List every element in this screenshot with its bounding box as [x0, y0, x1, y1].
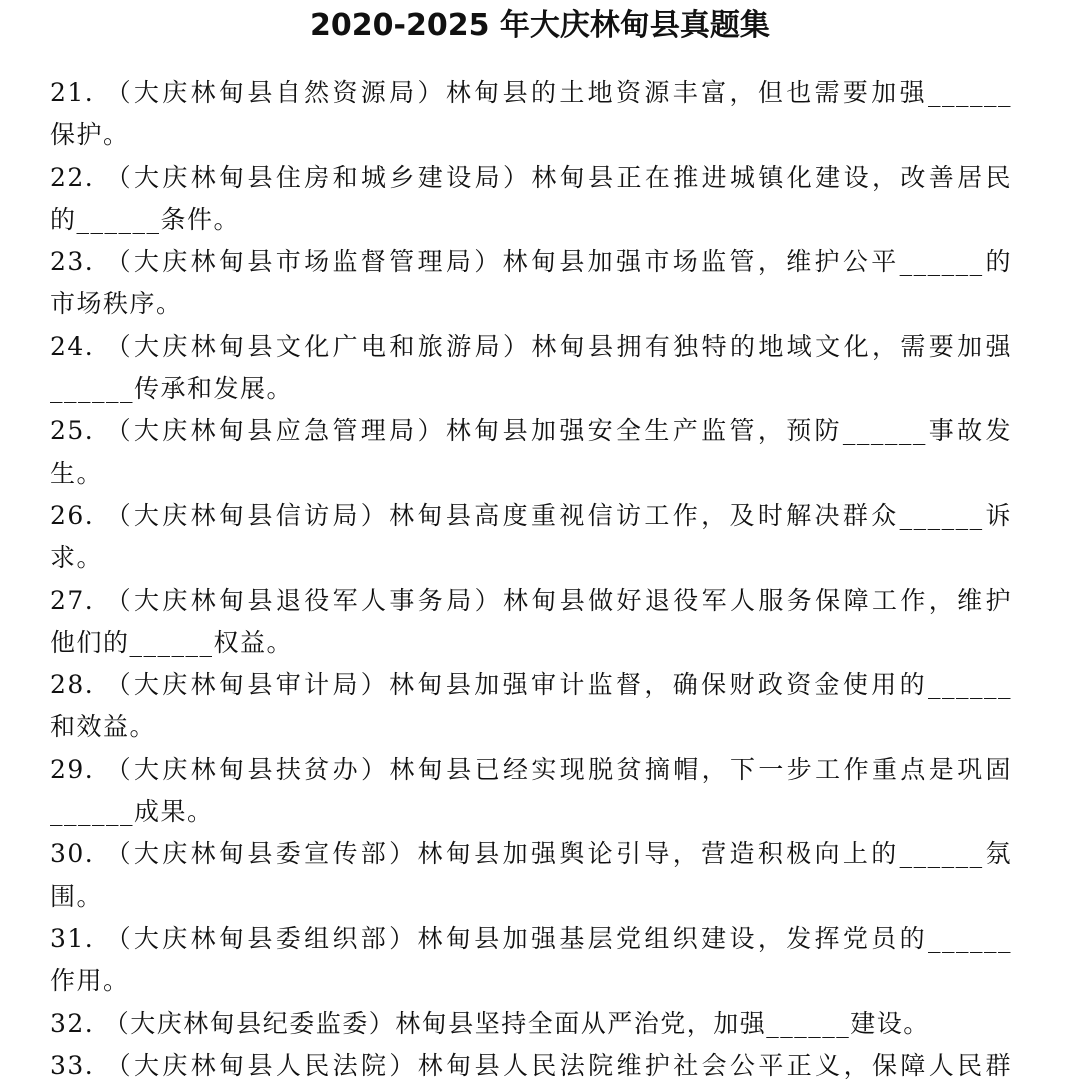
question-item: [50, 1003, 1012, 1045]
question-line: 围。: [50, 881, 104, 911]
question-line: 作用。: [50, 966, 130, 996]
question-item: [50, 410, 1012, 495]
question-line: 25. （大庆林甸县应急管理局）林甸县加强安全生产监管，预防______事故发: [50, 416, 1012, 446]
question-item: [50, 72, 1012, 157]
question-line: 求。: [50, 543, 104, 573]
question-item: [50, 749, 1012, 834]
page-title: 2020-2025 年大庆林甸县真题集: [310, 8, 770, 43]
question-line: 27. （大庆林甸县退役军人事务局）林甸县做好退役军人服务保障工作，维护: [50, 585, 1012, 615]
question-item: [50, 833, 1012, 918]
question-line: 30. （大庆林甸县委宣传部）林甸县加强舆论引导，营造积极向上的______氛: [50, 839, 1012, 869]
question-line: ______传承和发展。: [50, 374, 294, 404]
question-line: ______成果。: [50, 797, 214, 827]
question-line: 33. （大庆林甸县人民法院）林甸县人民法院维护社会公平正义，保障人民群: [50, 1050, 1012, 1080]
question-item: [50, 326, 1012, 411]
question-item: [50, 157, 1012, 242]
question-line: 23. （大庆林甸县市场监督管理局）林甸县加强市场监管，维护公平______的: [50, 247, 1012, 277]
question-line: 保护。: [50, 120, 130, 150]
question-line: 31. （大庆林甸县委组织部）林甸县加强基层党组织建设，发挥党员的______: [50, 923, 1012, 953]
question-line: 和效益。: [50, 712, 157, 742]
question-line: 22. （大庆林甸县住房和城乡建设局）林甸县正在推进城镇化建设，改善居民: [50, 162, 1012, 192]
question-line: 28. （大庆林甸县审计局）林甸县加强审计监督，确保财政资金使用的______: [50, 670, 1012, 700]
question-line: 市场秩序。: [50, 289, 183, 319]
question-line: 24. （大庆林甸县文化广电和旅游局）林甸县拥有独特的地域文化，需要加强: [50, 331, 1012, 361]
question-item: [50, 918, 1012, 1003]
question-line: 29. （大庆林甸县扶贫办）林甸县已经实现脱贫摘帽，下一步工作重点是巩固: [50, 754, 1012, 784]
question-item: [50, 1045, 1012, 1080]
question-item: [50, 580, 1012, 665]
question-line: 32. （大庆林甸县纪委监委）林甸县坚持全面从严治党，加强______建设。: [50, 1008, 930, 1038]
question-item: [50, 241, 1012, 326]
question-item: [50, 495, 1012, 580]
question-line: 的______条件。: [50, 204, 241, 234]
question-line: 26. （大庆林甸县信访局）林甸县高度重视信访工作，及时解决群众______诉: [50, 500, 1012, 530]
question-line: 他们的______权益。: [50, 627, 294, 657]
question-line: 生。: [50, 458, 104, 488]
question-line: 21. （大庆林甸县自然资源局）林甸县的土地资源丰富，但也需要加强______: [50, 78, 1012, 107]
question-list: [50, 72, 1012, 1080]
question-item: [50, 664, 1012, 749]
